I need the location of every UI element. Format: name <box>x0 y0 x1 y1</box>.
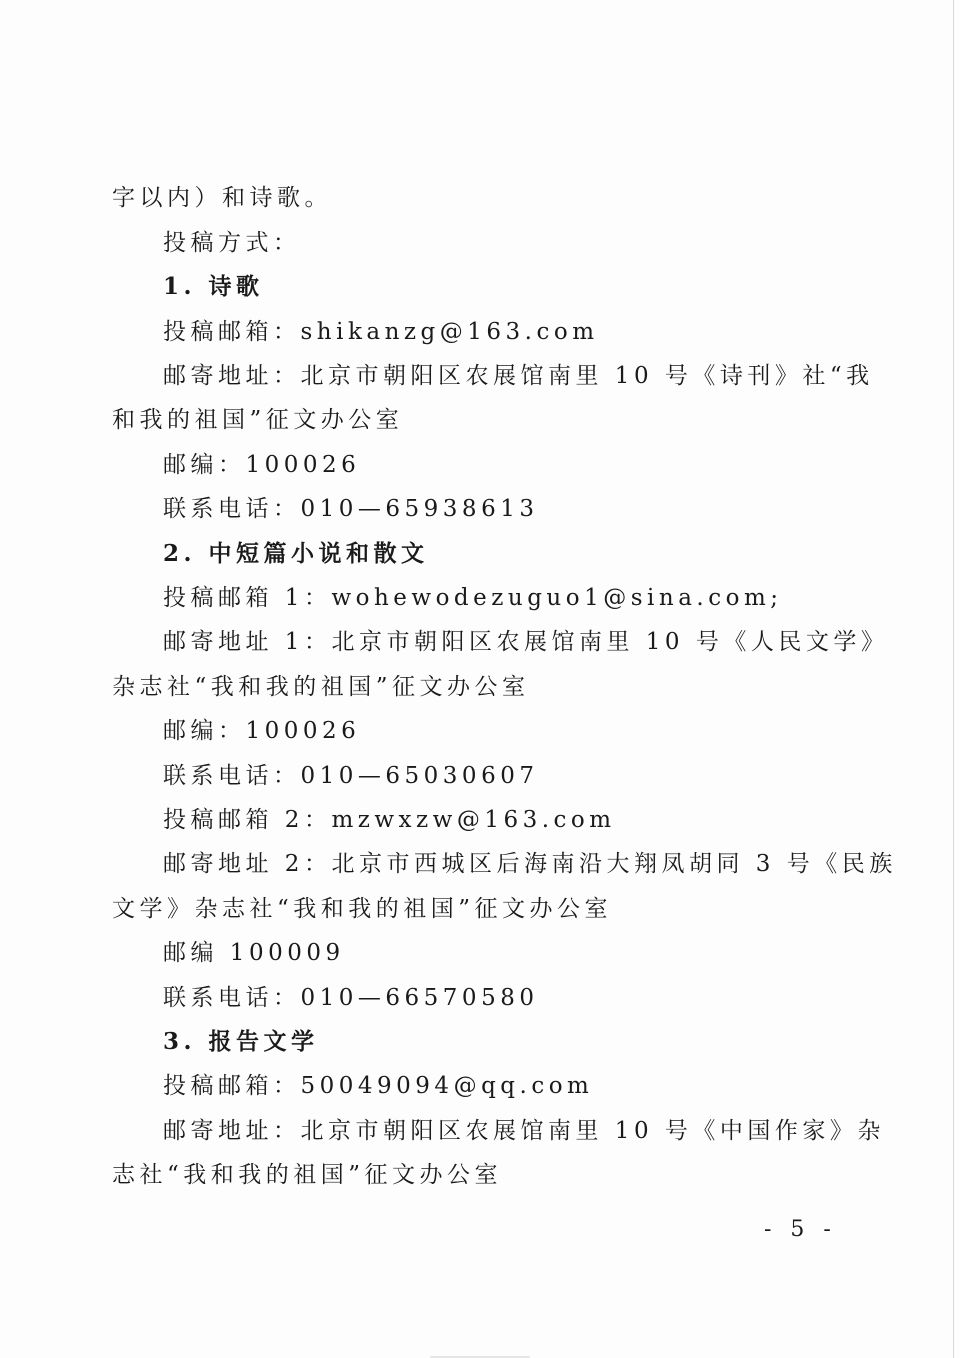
text-line-poetry-phone: 联系电话：010—65938613 <box>163 496 539 522</box>
text-line-reportage-address-cont: 志社“我和我的祖国”征文办公室 <box>112 1162 503 1188</box>
text-line-reportage-email: 投稿邮箱：50049094@qq.com <box>163 1073 594 1099</box>
text-line-fiction-address-2: 邮寄地址 2：北京市西城区后海南沿大翔凤胡同 3 号《民族 <box>163 851 897 877</box>
text-line-poetry-address-cont: 和我的祖国”征文办公室 <box>112 407 404 433</box>
text-line-poetry-email: 投稿邮箱：shikanzg@163.com <box>163 319 599 345</box>
section-heading-poetry: 1. 诗歌 <box>163 273 264 300</box>
text-line-fiction-phone-2: 联系电话：010—66570580 <box>163 985 539 1011</box>
text-line-poetry-address: 邮寄地址：北京市朝阳区农展馆南里 10 号《诗刊》社“我 <box>163 363 874 389</box>
text-line-fiction-email-1: 投稿邮箱 1：wohewodezuguo1@sina.com; <box>163 585 783 611</box>
text-line-fiction-address-2-cont: 文学》杂志社“我和我的祖国”征文办公室 <box>112 896 613 922</box>
text-line-fiction-phone-1: 联系电话：010—65030607 <box>163 763 539 789</box>
section-heading-reportage: 3. 报告文学 <box>163 1028 319 1055</box>
text-line-fiction-address-1: 邮寄地址 1：北京市朝阳区农展馆南里 10 号《人民文学》 <box>163 629 889 655</box>
text-line-fiction-address-1-cont: 杂志社“我和我的祖国”征文办公室 <box>112 674 530 700</box>
page-number: - 5 - <box>764 1217 837 1242</box>
text-line-reportage-address: 邮寄地址：北京市朝阳区农展馆南里 10 号《中国作家》杂 <box>163 1118 885 1144</box>
section-heading-fiction-prose: 2. 中短篇小说和散文 <box>163 540 429 567</box>
scan-edge-line <box>953 0 954 1358</box>
text-line-continuation: 字以内）和诗歌。 <box>112 185 332 211</box>
text-line-fiction-postcode-1: 邮编：100026 <box>163 718 361 744</box>
text-line-fiction-postcode-2: 邮编 100009 <box>163 940 345 966</box>
text-line-fiction-email-2: 投稿邮箱 2：mzwxzw@163.com <box>163 807 616 833</box>
text-line-poetry-postcode: 邮编：100026 <box>163 452 361 478</box>
text-line-submission-method: 投稿方式： <box>163 230 301 256</box>
